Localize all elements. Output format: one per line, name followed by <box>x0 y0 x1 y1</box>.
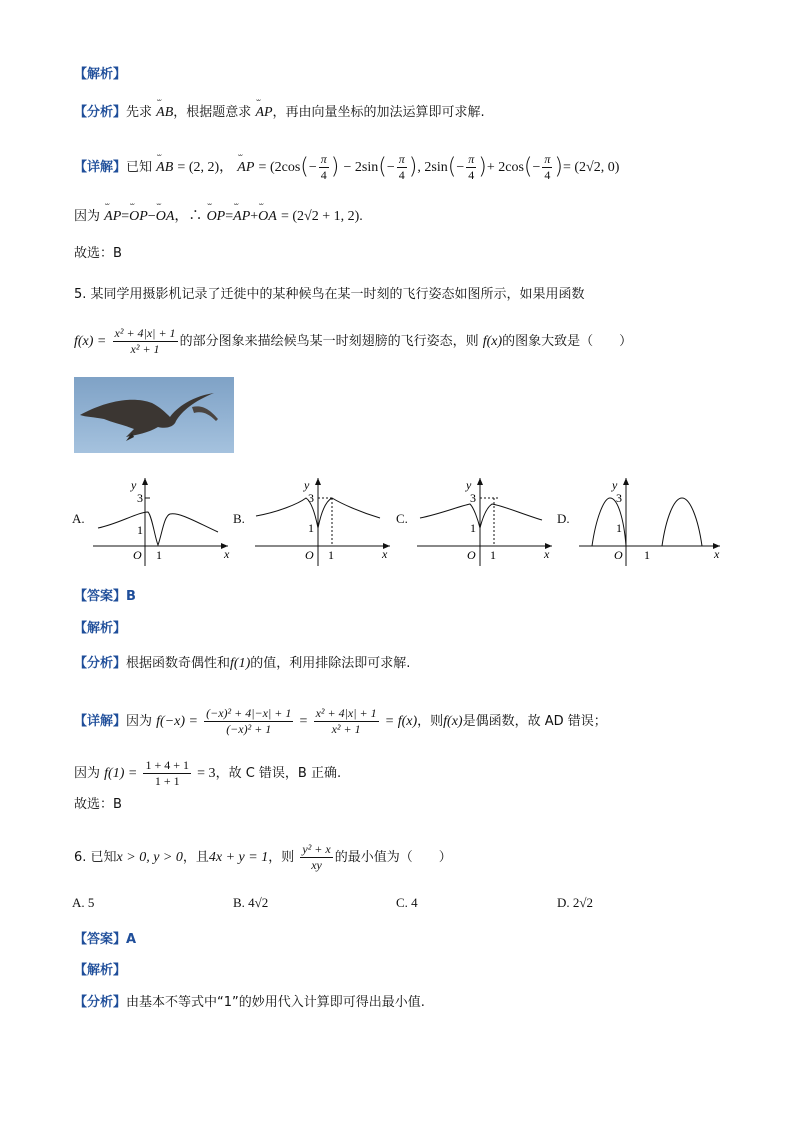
q5-detail-line-1: 【详解】因为 f(−x) = $\frac{\text{(−x)² + 4|−x| + 1}}{\text{(−x)² + 1}}$ = $\frac{\text{x² + 4|x| + 1}}{\text{x² + 1}}$ = f(x)，则f(x)是偶函数，故 AD 错误； <box>74 706 607 736</box>
vector-ap: ˘˘ AP <box>104 208 121 226</box>
vector-op: ˘˘ OP <box>129 208 148 226</box>
q6-option-b: B. 4√2 <box>233 895 269 910</box>
because-text: 因为 <box>74 209 101 224</box>
svg-text:y: y <box>131 478 137 492</box>
q5-f1-frac: $\frac{1 + 4 + 1}{1 + 1}$ <box>145 758 190 788</box>
vector-ap: ˘˘ AP <box>255 104 272 122</box>
bird-photo <box>74 377 234 453</box>
q5-fx: f(x) = <box>74 334 107 349</box>
graph-option-b <box>250 468 400 568</box>
svg-text:3: 3 <box>616 491 622 505</box>
ap-expr-4: + 2cos <box>486 160 524 175</box>
svg-text:y: y <box>304 478 310 492</box>
vector-ap: ˘˘ AP <box>237 159 254 177</box>
q6-fraction: $\frac{\text{y² + x}}{xy}$ <box>302 842 331 872</box>
svg-text:x: x <box>544 547 550 561</box>
q5-stem: 5. 某同学用摄影机记录了迁徙中的某种候鸟在某一时刻的飞行姿态如图所示，如果用函数 <box>74 287 585 302</box>
vector-ap: ˘˘ AP <box>233 208 250 226</box>
ap-expr-3: , 2sin <box>417 160 448 175</box>
q5-tail: 的部分图象来描绘候鸟某一时刻翅膀的飞行姿态，则 <box>179 334 479 349</box>
svg-text:O: O <box>467 548 476 562</box>
vector-oa: ˘˘ OA <box>258 208 277 226</box>
vector-op: ˘˘ OP <box>207 208 226 226</box>
given-text: 已知 <box>126 160 153 175</box>
svg-text:1: 1 <box>308 521 314 535</box>
option-a-label: A. <box>72 511 85 526</box>
ap-expr-2: − 2sin <box>343 160 379 175</box>
q6-analysis-heading: 【解析】 <box>74 963 127 978</box>
svg-text:y: y <box>466 478 472 492</box>
analysis-text-1: 先求 <box>126 105 153 120</box>
pi-over-4: $\frac{\pi}{4}$ <box>320 152 327 182</box>
svg-text:x: x <box>224 547 230 561</box>
q6-answer: 【答案】A <box>74 932 137 947</box>
op-result: = (2√2 + 1, 2). <box>280 209 363 224</box>
q6-option-d: D. 2√2 <box>557 895 594 910</box>
ab-value: = (2, 2)， <box>177 160 234 175</box>
q6-stem: 6. 已知x > 0, y > 0，且4x + y = 1，则 $\frac{\text{y² + x}}{xy}$ 的最小值为（ ） <box>74 842 452 872</box>
answer-choice: 故选：B <box>74 246 122 261</box>
analysis-text-2: ，根据题意求 <box>173 105 252 120</box>
detail-line-1: 【详解】已知 ˘˘ AB = (2, 2)， ˘˘ AP = (2cos(− $\frac{\pi}{4}$ ) − 2sin(− $\frac{\pi}{4}$ ), 2sin(− $\frac{\pi}{4}$ )+ 2cos(− $\frac{\pi}{4}$ )= (2√2, 0) <box>74 152 619 183</box>
svg-text:O: O <box>305 548 314 562</box>
q5-detail-line-2: 因为 f(1) = $\frac{1 + 4 + 1}{1 + 1}$ = 3，故 C 错误，B 正确. <box>74 758 342 788</box>
q5-final-choice: 故选：B <box>74 797 122 812</box>
q5-answer: 【答案】B <box>74 589 136 604</box>
vector-ab: ˘˘ AB <box>156 159 173 177</box>
q5-fraction: $\frac{\text{x² + 4|x| + 1}}{\text{x² + 1}}$ <box>114 326 176 356</box>
svg-text:1: 1 <box>616 521 622 535</box>
analysis-line <box>74 104 485 122</box>
analysis-heading: 【解析】 <box>74 67 127 82</box>
svg-text:3: 3 <box>470 491 476 505</box>
svg-text:y: y <box>612 478 618 492</box>
q6-option-c: C. 4 <box>396 895 418 910</box>
ap-expr-1: = (2cos <box>258 160 301 175</box>
detail-tag: 【详解】 <box>74 160 127 175</box>
svg-text:1: 1 <box>490 548 496 562</box>
pi-over-4: $\frac{\pi}{4}$ <box>544 152 551 182</box>
q5-analysis-line: 【分析】根据函数奇偶性和f(1)的值，利用排除法即可求解. <box>74 656 411 671</box>
svg-text:O: O <box>133 548 142 562</box>
q5-frac-2: $\frac{\text{x² + 4|x| + 1}}{\text{x² + 1}}$ <box>315 706 377 736</box>
svg-text:1: 1 <box>328 548 334 562</box>
svg-text:x: x <box>382 547 388 561</box>
svg-text:3: 3 <box>137 491 143 505</box>
svg-text:3: 3 <box>308 491 314 505</box>
q5-frac-1: $\frac{\text{(−x)² + 4|−x| + 1}}{\text{(−x)² + 1}}$ <box>206 706 292 736</box>
option-b-label: B. <box>233 511 245 526</box>
q5-stem-2: f(x) = $\frac{\text{x² + 4|x| + 1}}{\text{x² + 1}}$ 的部分图象来描绘候鸟某一时刻翅膀的飞行姿态，则 f(x)的图象大致是（ ） <box>74 326 633 356</box>
svg-text:1: 1 <box>137 523 143 537</box>
graph-option-d <box>574 468 724 568</box>
ap-result: = (2√2, 0) <box>563 160 620 175</box>
pi-over-4: $\frac{\pi}{4}$ <box>468 152 475 182</box>
pi-over-4: $\frac{\pi}{4}$ <box>398 152 405 182</box>
svg-text:x: x <box>714 547 720 561</box>
svg-text:1: 1 <box>470 521 476 535</box>
svg-text:1: 1 <box>644 548 650 562</box>
q6-option-a: A. 5 <box>72 895 95 910</box>
analysis-tag: 【分析】 <box>74 105 127 120</box>
graph-option-c <box>412 468 562 568</box>
q5-analysis-heading: 【解析】 <box>74 621 127 636</box>
option-d-label: D. <box>557 511 570 526</box>
graph-option-a <box>88 468 238 568</box>
vector-ab: ˘˘ AB <box>156 104 173 122</box>
vector-oa: ˘˘ OA <box>156 208 175 226</box>
option-c-label: C. <box>396 511 408 526</box>
q5-tail-2: 的图象大致是（ ） <box>502 334 633 349</box>
svg-text:O: O <box>614 548 623 562</box>
analysis-text-3: ，再由向量坐标的加法运算即可求解. <box>272 105 485 120</box>
q6-analysis-line: 【分析】由基本不等式中“1”的妙用代入计算即可得出最小值. <box>74 995 425 1010</box>
detail-line-2: 因为 ˘˘ AP=˘˘ OP−˘˘ OA，∴ ˘˘ OP=˘˘ AP+˘˘ OA = (2√2 + 1, 2). <box>74 208 363 226</box>
svg-text:1: 1 <box>156 548 162 562</box>
